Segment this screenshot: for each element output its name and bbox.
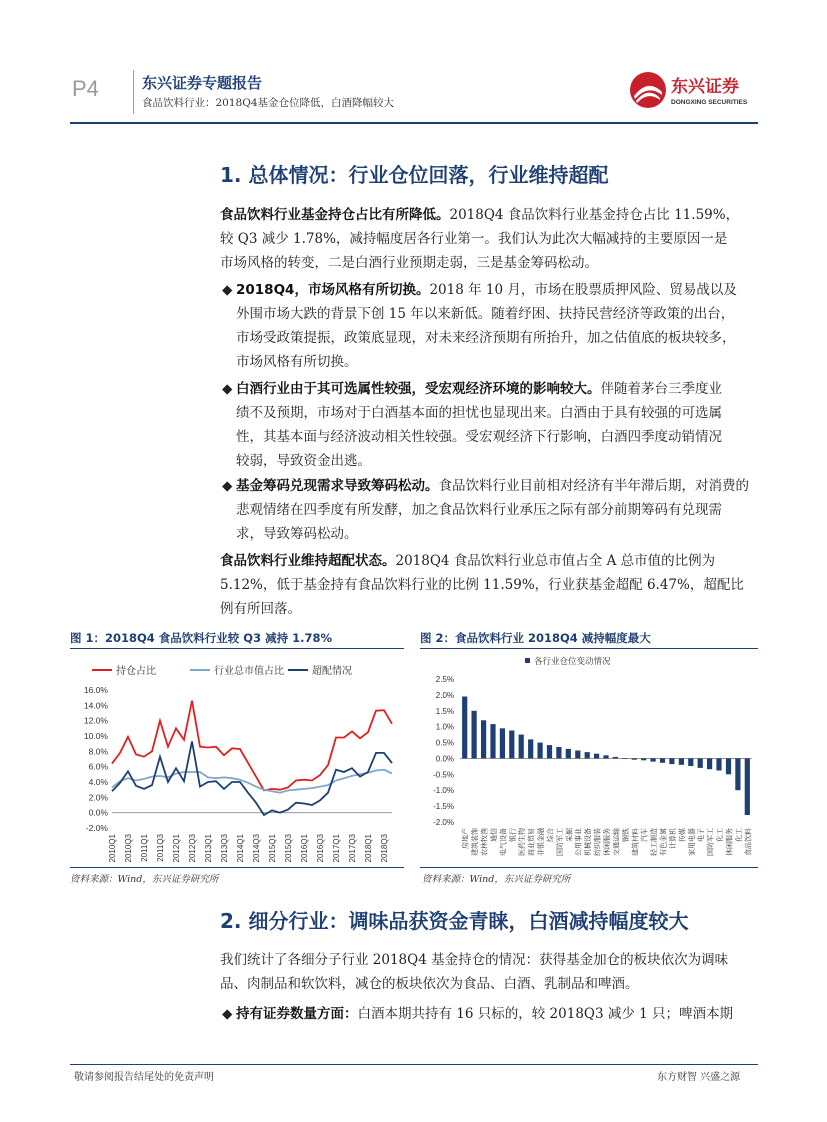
y-tick-label: 1.0% <box>435 722 454 732</box>
bar <box>594 754 599 759</box>
bullet-3-line: 求，导致筹码松动。 <box>236 526 358 542</box>
bullet-1-bold: 2018Q4，市场风格有所切换。 <box>236 282 430 298</box>
x-tick-label: 2010Q1 <box>108 834 117 863</box>
x-tick-label: 2018Q1 <box>364 834 373 863</box>
bullet-2-line: 较弱，导致资金出逃。 <box>236 453 371 469</box>
x-tick-label: 2017Q3 <box>348 834 357 863</box>
section2-bullet-text: 白酒本期共持有 16 只标的，较 2018Q3 减少 1 只；啤酒本期 <box>357 1006 734 1022</box>
category-label: 电气设备 <box>500 828 508 856</box>
footer-slogan: 东方财智 兴盛之源 <box>657 1072 741 1083</box>
bar <box>603 755 608 758</box>
section2-bullet <box>222 1002 762 1026</box>
header-rule <box>70 122 758 124</box>
bar <box>613 757 618 759</box>
section2-line1: 我们统计了各细分子行业 2018Q4 基金持仓的情况：获得基金加仓的板块依次为调味 <box>220 952 729 968</box>
y-tick-label: 0.0% <box>435 754 454 764</box>
category-label: 建筑材料 <box>632 828 640 856</box>
outro-bold: 食品饮料行业维持超配状态。 <box>220 553 396 569</box>
bar <box>707 758 712 769</box>
company-logo <box>629 70 761 112</box>
page-number: P4 <box>72 76 99 101</box>
x-tick-label: 2017Q1 <box>332 834 341 863</box>
category-label: 通信 <box>490 828 498 842</box>
bullet-2 <box>222 377 762 473</box>
category-label: 有色金属 <box>660 828 668 856</box>
outro-line2: 5.12%，低于基金持有食品饮料行业的比例 11.59%，行业获基金超配 6.47%，超配比 <box>220 577 744 593</box>
bar <box>698 758 703 768</box>
bar <box>688 758 693 766</box>
section1-number: 1. <box>220 163 242 187</box>
y-tick-label: 2.0% <box>435 690 454 700</box>
report-title: 东兴证券专题报告 <box>142 74 263 92</box>
figure2-source: 资料来源：Wind，东兴证券研究所 <box>422 874 571 885</box>
category-label: 传媒 <box>679 828 687 842</box>
category-label: 汽车 <box>641 828 649 842</box>
bar <box>632 758 637 759</box>
y-tick-label: 2.5% <box>435 675 454 684</box>
bar <box>481 720 486 758</box>
y-tick-label: 6.0% <box>88 761 108 772</box>
bullet-1 <box>222 278 762 374</box>
logo-mark-icon <box>629 70 761 112</box>
header-divider <box>133 70 134 114</box>
bar <box>660 758 665 762</box>
category-label: 食品饮料 <box>745 828 753 856</box>
bar <box>500 728 505 758</box>
category-label: 计算机 <box>669 828 677 849</box>
bullet-3-line: 食品饮料行业目前相对经济有半年滞后期，对消费的 <box>438 478 749 494</box>
x-tick-label: 2011Q1 <box>140 834 149 862</box>
figure2-title: 图 2：食品饮料行业 2018Q4 减持幅度最大 <box>420 631 651 645</box>
section1-title: 总体情况：行业仓位回落，行业维持超配 <box>248 163 609 187</box>
bullet-3-bold: 基金筹码兑现需求导致筹码松动。 <box>236 478 439 494</box>
section1-intro <box>220 203 762 275</box>
x-tick-label: 2013Q3 <box>220 834 229 863</box>
x-tick-label: 2018Q3 <box>380 834 389 863</box>
outro-line3: 例有所回落。 <box>220 601 301 617</box>
category-label: 国防军工 <box>707 828 715 856</box>
x-tick-label: 2015Q3 <box>284 834 293 863</box>
outro-line1: 2018Q4 食品饮料行业总市值占全 A 总市值的比例为 <box>395 553 716 569</box>
section2-line2: 品、肉制品和软饮料，减仓的板块依次为食品、白酒、乳制品和啤酒。 <box>220 976 639 992</box>
bar <box>585 752 590 758</box>
y-tick-label: 0.0% <box>88 807 108 818</box>
category-label: 公用事业 <box>575 828 583 856</box>
x-tick-label: 2012Q1 <box>172 834 181 863</box>
y-tick-label: 2.0% <box>88 792 108 803</box>
y-tick-label: -0.5% <box>433 770 454 780</box>
bar <box>472 711 477 759</box>
bar <box>490 724 495 758</box>
figure1-source: 资料来源：Wind，东兴证券研究所 <box>70 874 219 885</box>
category-label: 钢铁 <box>622 828 630 842</box>
y-tick-label: 14.0% <box>83 700 108 711</box>
category-label: 交通运输 <box>613 828 621 856</box>
y-tick-label: 4.0% <box>88 777 108 787</box>
bullet-1-line: 市场风格有所切换。 <box>236 354 358 370</box>
y-tick-label: 1.5% <box>435 706 454 716</box>
legend-swatch <box>525 658 530 663</box>
x-tick-label: 2014Q3 <box>252 834 261 863</box>
legend-label: 持仓占比 <box>116 666 156 677</box>
bar <box>566 749 571 759</box>
x-tick-label: 2016Q3 <box>316 834 325 863</box>
category-label: 非银金融 <box>538 828 546 856</box>
category-label: 轻工制造 <box>651 828 659 856</box>
footer-rule <box>70 1064 758 1065</box>
figure2-source-rule <box>420 867 758 868</box>
figure2-rule <box>420 648 758 649</box>
bar <box>519 735 524 759</box>
bar <box>509 731 514 759</box>
bar <box>679 758 684 764</box>
bullet-1-line: 市场受政策提振，政策底显现，对未来经济预期有所抬升，加之估值底的板块较多， <box>236 330 736 346</box>
category-label: 家用电器 <box>688 828 696 856</box>
bullet-dot-icon: ◆ <box>222 381 233 397</box>
category-label: 休闲服务 <box>726 828 734 856</box>
bullet-3-line: 悲观情绪在四季度有所发酵，加之食品饮料行业承压之际有部分前期筹码有兑现需 <box>236 502 722 518</box>
legend-label: 行业总市值占比 <box>214 666 284 677</box>
section2-bullet-bold: 持有证券数量方面： <box>236 1006 358 1022</box>
y-tick-label: -1.5% <box>433 802 454 812</box>
intro-line2: 较 Q3 减少 1.78%，减持幅度居各行业第一。我们认为此次大幅减持的主要原因一是 <box>220 231 728 247</box>
bullet-dot-icon: ◆ <box>222 1006 233 1022</box>
bar <box>462 697 467 759</box>
x-tick-label: 2010Q3 <box>124 834 133 863</box>
bullet-dot-icon: ◆ <box>222 282 233 298</box>
bullet-dot-icon: ◆ <box>222 478 233 494</box>
y-tick-label: 12.0% <box>83 715 108 726</box>
figure1-line-chart <box>70 652 404 864</box>
bar <box>651 758 656 761</box>
figure1-source-rule <box>70 867 404 868</box>
bar <box>735 758 740 790</box>
bar <box>641 758 646 760</box>
report-subtitle: 食品饮料行业：2018Q4基金仓位降低，白酒降幅较大 <box>142 97 395 109</box>
y-tick-label: 8.0% <box>88 746 108 757</box>
figure1-rule <box>70 648 404 649</box>
bar <box>575 751 580 759</box>
bullet-3 <box>222 474 762 546</box>
figure1-title: 图 1：2018Q4 食品饮料行业较 Q3 减持 1.78% <box>70 631 332 645</box>
y-tick-label: -2.0% <box>433 818 454 827</box>
intro-line1: 2018Q4 食品饮料行业基金持仓占比 11.59%， <box>449 207 740 223</box>
intro-line3: 市场风格的转变，二是白酒行业预期走弱，三是基金筹码松动。 <box>220 255 598 271</box>
x-tick-label: 2016Q1 <box>300 834 309 863</box>
category-label: 国防军工 <box>556 828 564 856</box>
bullet-2-line: 绩不及预期，市场对于白酒基本面的担忧也显现出来。白酒由于具有较强的可选属 <box>236 405 722 421</box>
category-label: 综合 <box>547 828 555 842</box>
bar <box>556 747 561 758</box>
category-label: 银行 <box>509 828 517 842</box>
category-label: 休闲服务 <box>604 828 611 856</box>
bar <box>622 758 627 759</box>
legend-label: 各行业仓位变动情况 <box>534 656 611 666</box>
section2-number: 2. <box>220 909 242 933</box>
bar <box>528 739 533 758</box>
y-tick-label: 0.5% <box>435 738 454 748</box>
section1-outro <box>220 549 762 621</box>
category-label: 电子 <box>698 828 706 842</box>
bullet-2-line: 伴随着茅台三季度业 <box>600 381 722 397</box>
category-label: 医药生物 <box>519 828 527 856</box>
category-label: 房地产 <box>462 828 470 849</box>
category-label: 采掘 <box>566 828 574 842</box>
y-tick-label: -2.0% <box>85 823 108 833</box>
logo-text-en: DONGXING SECURITIES <box>671 99 748 106</box>
category-label: 商业贸易 <box>528 828 536 856</box>
x-tick-label: 2013Q1 <box>204 834 213 863</box>
bullet-2-line: 性，其基本面与经济波动相关性较强。受宏观经济下行影响，白酒四季度动销情况 <box>236 429 722 445</box>
bar <box>669 758 674 764</box>
bar <box>538 743 543 759</box>
section2-para <box>220 948 762 996</box>
bar <box>745 758 750 815</box>
section2-title: 细分行业：调味品获资金青睐，白酒减持幅度较大 <box>248 909 689 933</box>
bar <box>547 745 552 758</box>
logo-text-cn: 东兴证券 <box>671 77 739 97</box>
x-tick-label: 2012Q3 <box>188 834 197 863</box>
category-label: 纺织服装 <box>594 828 602 856</box>
figure2-bar-chart <box>420 652 758 864</box>
bar <box>726 758 731 774</box>
bullet-2-bold: 白酒行业由于其可选属性较强，受宏观经济环境的影响较大。 <box>236 381 601 397</box>
x-tick-label: 2014Q1 <box>236 834 245 863</box>
section2-heading <box>220 905 688 934</box>
legend-label: 超配情况 <box>312 666 352 677</box>
section1-heading <box>220 159 608 188</box>
footer-disclaimer: 敬请参阅报告结尾处的免责声明 <box>74 1072 214 1083</box>
x-tick-label: 2015Q1 <box>268 834 277 863</box>
category-label: 化工 <box>717 828 725 842</box>
category-label: 建筑装饰 <box>472 828 480 856</box>
category-label: 化工 <box>735 828 743 842</box>
y-tick-label: 10.0% <box>83 731 108 741</box>
y-tick-label: 16.0% <box>83 685 108 695</box>
y-tick-label: -1.0% <box>433 786 454 796</box>
bar <box>716 758 721 770</box>
x-tick-label: 2011Q3 <box>156 834 165 862</box>
category-label: 农林牧渔 <box>481 828 489 856</box>
bullet-1-line: 2018 年 10 月，市场在股票质押风险、贸易战以及 <box>429 282 737 298</box>
category-label: 机械设备 <box>585 828 593 856</box>
intro-bold: 食品饮料行业基金持仓占比有所降低。 <box>220 207 450 223</box>
series-line-2 <box>112 741 392 815</box>
bullet-1-line: 外围市场大跌的背景下创 15 年以来新低。随着纾困、扶持民营经济等政策的出台， <box>236 306 735 322</box>
